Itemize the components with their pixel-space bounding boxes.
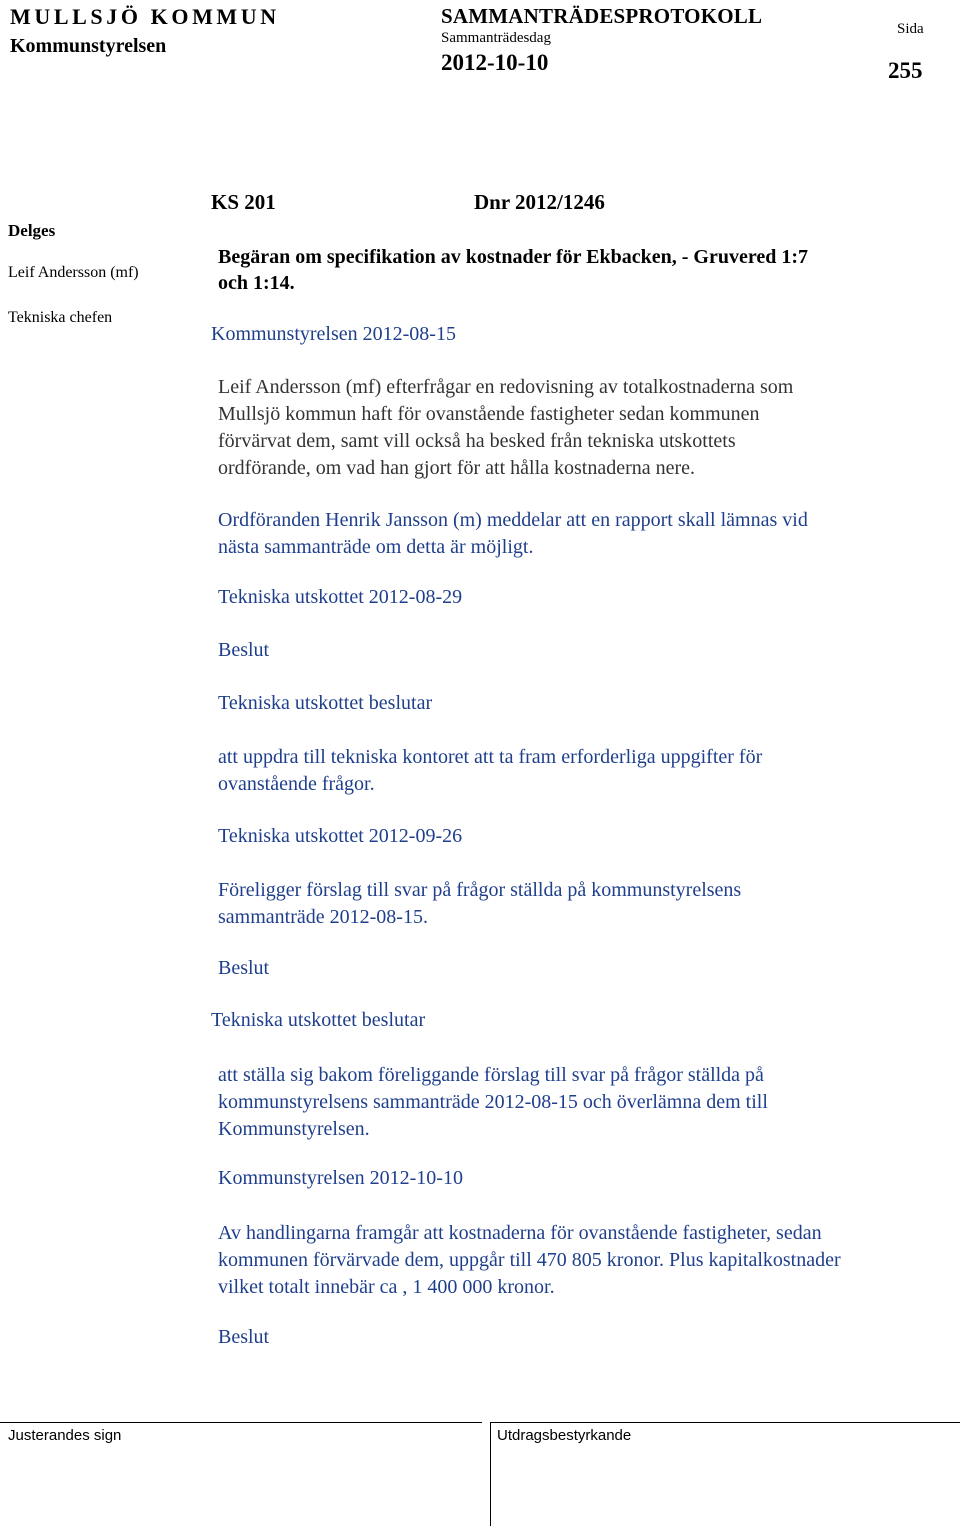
paragraph-line: nästa sammanträde om detta är möjligt. [218, 536, 534, 558]
paragraph [218, 507, 918, 561]
footer-divider [490, 1422, 960, 1423]
paragraph [218, 1220, 918, 1301]
paragraph-line: kommunen förvärvade dem, uppgår till 470 805 kronor. Plus kapitalkostnader [218, 1249, 841, 1271]
paragraph-line: ovanstående frågor. [218, 773, 375, 795]
section-heading: Tekniska utskottet 2012-08-29 [218, 586, 463, 608]
paragraph-line: kommunstyrelsens sammanträde 2012-08-15 och överlämna dem till [218, 1091, 768, 1113]
recipient: Leif Andersson (mf) [8, 264, 139, 281]
paragraph-line: att ställa sig bakom föreliggande förslag till svar på frågor ställda på [218, 1064, 764, 1086]
case-title-line: Begäran om specifikation av kostnader för Ekbacken, - Gruvered 1:7 [218, 246, 809, 268]
paragraph [218, 877, 918, 931]
page-label: Sida [897, 21, 924, 37]
board-name: Kommunstyrelsen [10, 35, 167, 57]
section-heading: Kommunstyrelsen 2012-10-10 [218, 1167, 463, 1189]
case-title-line: och 1:14. [218, 272, 295, 294]
paragraph-line: vilket totalt innebär ca , 1 400 000 kronor. [218, 1276, 555, 1298]
paragraph [218, 374, 918, 482]
decision-text [218, 744, 918, 798]
case-dnr: Dnr 2012/1246 [474, 190, 605, 214]
paragraph-line: Ordföranden Henrik Jansson (m) meddelar att en rapport skall lämnas vid [218, 509, 808, 531]
footer-column-divider [490, 1422, 491, 1526]
paragraph-line: Mullsjö kommun haft för ovanstående fastigheter sedan kommunen [218, 403, 760, 425]
decision-label: Beslut [218, 957, 270, 979]
paragraph-line: sammanträde 2012-08-15. [218, 906, 428, 928]
case-ks-number: KS 201 [211, 190, 276, 214]
distributed-label: Delges [8, 221, 56, 240]
decision-label: Beslut [218, 1326, 270, 1348]
paragraph-line: Föreligger förslag till svar på frågor ställda på kommunstyrelsens [218, 879, 742, 901]
justify-signature-label: Justerandes sign [8, 1427, 122, 1444]
paragraph-line: att uppdra till tekniska kontoret att ta fram erforderliga uppgifter för [218, 746, 763, 768]
paragraph-line: ordförande, om vad han gjort för att hålla kostnaderna nere. [218, 457, 696, 479]
page-number: 255 [888, 58, 923, 83]
committee-decides: Tekniska utskottet beslutar [211, 1009, 426, 1031]
paragraph-line: Av handlingarna framgår att kostnaderna för ovanstående fastigheter, sedan [218, 1222, 822, 1244]
meeting-date-label: Sammanträdesdag [441, 30, 551, 46]
footer-divider [0, 1422, 482, 1423]
case-title [218, 244, 908, 296]
municipality-name: MULLSJÖ KOMMUN [10, 4, 280, 29]
protocol-title: SAMMANTRÄDESPROTOKOLL [441, 4, 763, 28]
section-heading: Kommunstyrelsen 2012-08-15 [211, 323, 456, 345]
committee-decides: Tekniska utskottet beslutar [218, 692, 433, 714]
decision-text [218, 1062, 918, 1143]
paragraph-line: Kommunstyrelsen. [218, 1118, 370, 1140]
decision-label: Beslut [218, 639, 270, 661]
certify-extract-label: Utdragsbestyrkande [497, 1427, 632, 1444]
meeting-date: 2012-10-10 [441, 50, 549, 75]
paragraph-line: Leif Andersson (mf) efterfrågar en redovisning av totalkostnaderna som [218, 376, 794, 398]
paragraph-line: förvärvat dem, samt vill också ha besked från tekniska utskottets [218, 430, 736, 452]
recipient: Tekniska chefen [8, 309, 113, 326]
section-heading: Tekniska utskottet 2012-09-26 [218, 825, 463, 847]
